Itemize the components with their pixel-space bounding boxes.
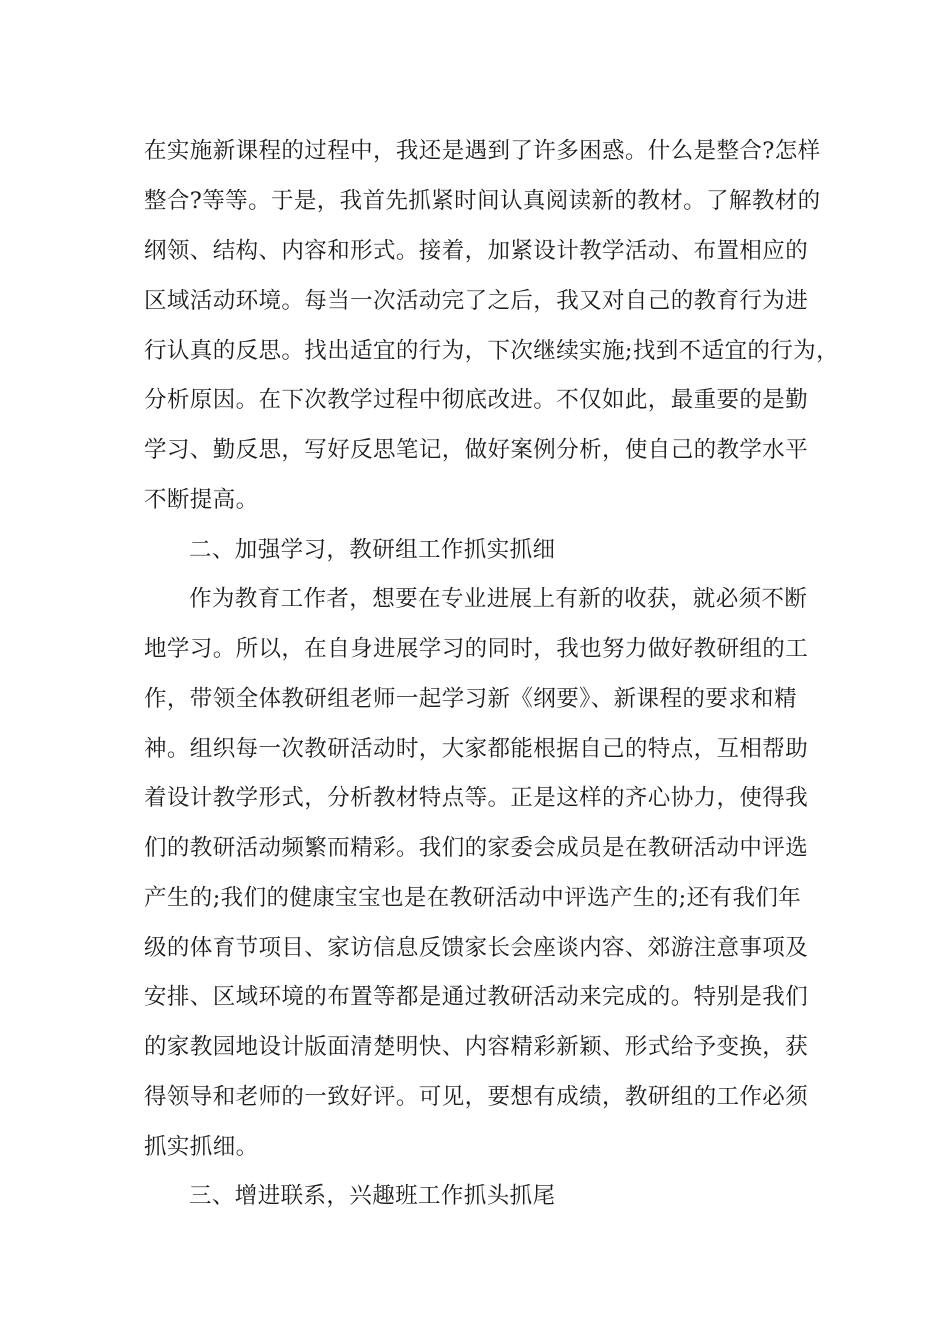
paragraph-line: 的家教园地设计版面清楚明快、内容精彩新颖、形式给予变换，获 (144, 1034, 809, 1060)
paragraph-line: 级的体育节项目、家访信息反馈家长会座谈内容、郊游注意事项及 (144, 935, 809, 961)
section-heading: 二、加强学习，教研组工作抓实抓细 (189, 537, 556, 563)
paragraph-line: 神。组织每一次教研活动时，大家都能根据自己的特点，互相帮助 (144, 736, 809, 762)
paragraph-line: 作，带领全体教研组老师一起学习新《纲要》、新课程的要求和精 (144, 686, 797, 712)
paragraph-line: 产生的;我们的健康宝宝也是在教研活动中评选产生的;还有我们年 (144, 885, 802, 911)
paragraph-line: 纲领、结构、内容和形式。接着，加紧设计教学活动、布置相应的 (144, 238, 809, 264)
paragraph-line: 区域活动环境。每当一次活动完了之后，我又对自己的教育行为进 (144, 288, 809, 314)
paragraph-line: 地学习。所以，在自身进展学习的同时，我也努力做好教研组的工 (144, 636, 809, 662)
section-heading: 三、增进联系，兴趣班工作抓头抓尾 (189, 1183, 556, 1209)
paragraph-line: 在实施新课程的过程中，我还是遇到了许多困惑。什么是整合?怎样 (144, 138, 821, 164)
paragraph-line: 分析原因。在下次教学过程中彻底改进。不仅如此，最重要的是勤 (144, 387, 809, 413)
paragraph-line: 抓实抓细。 (144, 1134, 259, 1160)
paragraph-line: 整合?等等。于是，我首先抓紧时间认真阅读新的教材。了解教材的 (144, 188, 821, 214)
paragraph-line: 得领导和老师的一致好评。可见，要想有成绩，教研组的工作必须 (144, 1084, 809, 1110)
paragraph-line: 不断提高。 (144, 487, 259, 513)
paragraph-line: 着设计教学形式，分析教材特点等。正是这样的齐心协力，使得我 (144, 785, 809, 811)
paragraph-line: 学习、勤反思，写好反思笔记，做好案例分析，使自己的教学水平 (144, 437, 809, 463)
paragraph-line: 行认真的反思。找出适宜的行为，下次继续实施;找到不适宜的行为， (144, 338, 839, 364)
paragraph-line: 们的教研活动频繁而精彩。我们的家委会成员是在教研活动中评选 (144, 835, 809, 861)
paragraph-line: 安排、区域环境的布置等都是通过教研活动来完成的。特别是我们 (144, 984, 809, 1010)
paragraph-line: 作为教育工作者，想要在专业进展上有新的收获，就必须不断 (189, 586, 808, 612)
